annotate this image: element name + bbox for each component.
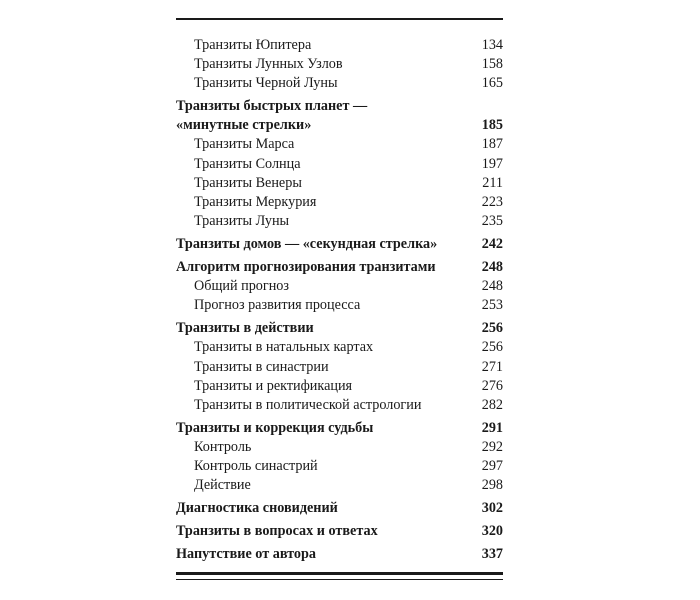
toc-entry-title: Транзиты в синастрии (194, 358, 329, 375)
toc-entry-page: 253 (481, 297, 503, 314)
toc-heading-title: Транзиты и коррекция судьбы (176, 419, 374, 436)
toc-entry (176, 338, 503, 357)
toc-heading-page: 185 (481, 117, 503, 134)
toc-entry-page: 158 (481, 56, 503, 73)
toc-entry-title: Контроль синастрий (194, 457, 318, 474)
toc-entry-title: Прогноз развития процесса (194, 297, 361, 314)
toc-heading-page: 320 (481, 523, 503, 540)
toc-heading (176, 545, 503, 564)
toc-entry (176, 377, 503, 396)
toc-entry-title: Транзиты Меркурия (194, 193, 317, 210)
toc-entry (176, 212, 503, 231)
toc-entry-title: Транзиты Луны (194, 212, 290, 229)
toc-entry (176, 135, 503, 154)
toc-entry (176, 358, 503, 377)
toc-entry-title: Общий прогноз (194, 278, 290, 295)
toc-heading-page: 302 (481, 500, 503, 517)
toc-entry-page: 256 (481, 339, 503, 356)
toc-heading-title: «минутные стрелки» (176, 117, 312, 134)
toc-entry-page: 197 (481, 155, 503, 172)
toc-entry-title: Транзиты Юпитера (194, 37, 312, 53)
toc-heading (176, 235, 503, 254)
bottom-rule-thin (176, 579, 503, 580)
toc-entry-title: Транзиты в натальных картах (194, 339, 374, 356)
toc-entry (176, 438, 503, 457)
toc-entry-page: 165 (481, 75, 503, 92)
toc-entry-title: Транзиты Черной Луны (194, 75, 338, 92)
toc-entry (176, 55, 503, 74)
toc-heading-title: Диагностика сновидений (176, 500, 338, 517)
toc-entry (176, 193, 503, 212)
toc-entry-title: Транзиты и ректификация (194, 377, 353, 394)
toc-entry-title: Транзиты Венеры (194, 174, 302, 191)
toc-heading-title: Транзиты быстрых планет — (176, 98, 368, 115)
toc-entry (176, 396, 503, 415)
toc-entry-page: 297 (481, 457, 503, 474)
toc-entry-page: 235 (481, 212, 503, 229)
toc-heading (176, 319, 503, 338)
toc-entry-page: 298 (481, 477, 503, 494)
toc-heading-page: 242 (481, 235, 503, 252)
toc-heading-page: 256 (481, 320, 503, 337)
bottom-rule-thick (176, 572, 503, 575)
toc-entry-title: Транзиты Лунных Узлов (194, 56, 343, 73)
toc-heading (176, 258, 503, 277)
toc-entry (176, 174, 503, 193)
top-rule (176, 18, 503, 20)
toc-heading-title: Напутствие от автора (176, 546, 316, 563)
toc-heading-title: Алгоритм прогнозирования транзитами (176, 259, 436, 276)
book-page (176, 0, 503, 600)
toc-heading-page: 291 (481, 419, 503, 436)
toc-entry (176, 296, 503, 315)
toc-entry-page: 211 (482, 174, 503, 191)
toc-entry-page: 282 (481, 396, 503, 413)
toc-entry-title: Действие (194, 477, 251, 494)
toc-entry (176, 74, 503, 93)
toc-entry-page: 292 (481, 438, 503, 455)
toc-entry (176, 36, 503, 55)
toc-entry (176, 155, 503, 174)
toc-entry (176, 457, 503, 476)
toc-heading-title: Транзиты домов — «секундная стрелка» (176, 235, 438, 252)
toc-heading-continuation (176, 116, 503, 135)
toc-entry-page: 276 (481, 377, 503, 394)
toc-entry-title: Транзиты в политической астрологии (194, 396, 422, 413)
toc-heading (176, 499, 503, 518)
toc-entry (176, 476, 503, 495)
table-of-contents (176, 36, 503, 564)
toc-entry-title: Транзиты Марса (194, 136, 295, 153)
toc-entry-page: 187 (481, 136, 503, 153)
toc-heading-page: 337 (481, 546, 503, 563)
toc-heading (176, 419, 503, 438)
toc-heading-page: 248 (481, 259, 503, 276)
toc-entry-page: 271 (481, 358, 503, 375)
toc-entry-title: Транзиты Солнца (194, 155, 301, 172)
toc-entry-page: 223 (481, 193, 503, 210)
toc-entry (176, 277, 503, 296)
toc-entry-title: Контроль (194, 438, 252, 455)
toc-heading-title: Транзиты в вопросах и ответах (176, 523, 378, 540)
toc-entry-page: 134 (481, 37, 503, 53)
toc-heading-title: Транзиты в действии (176, 320, 314, 337)
toc-heading (176, 97, 503, 116)
toc-heading (176, 522, 503, 541)
toc-entry-page: 248 (481, 278, 503, 295)
